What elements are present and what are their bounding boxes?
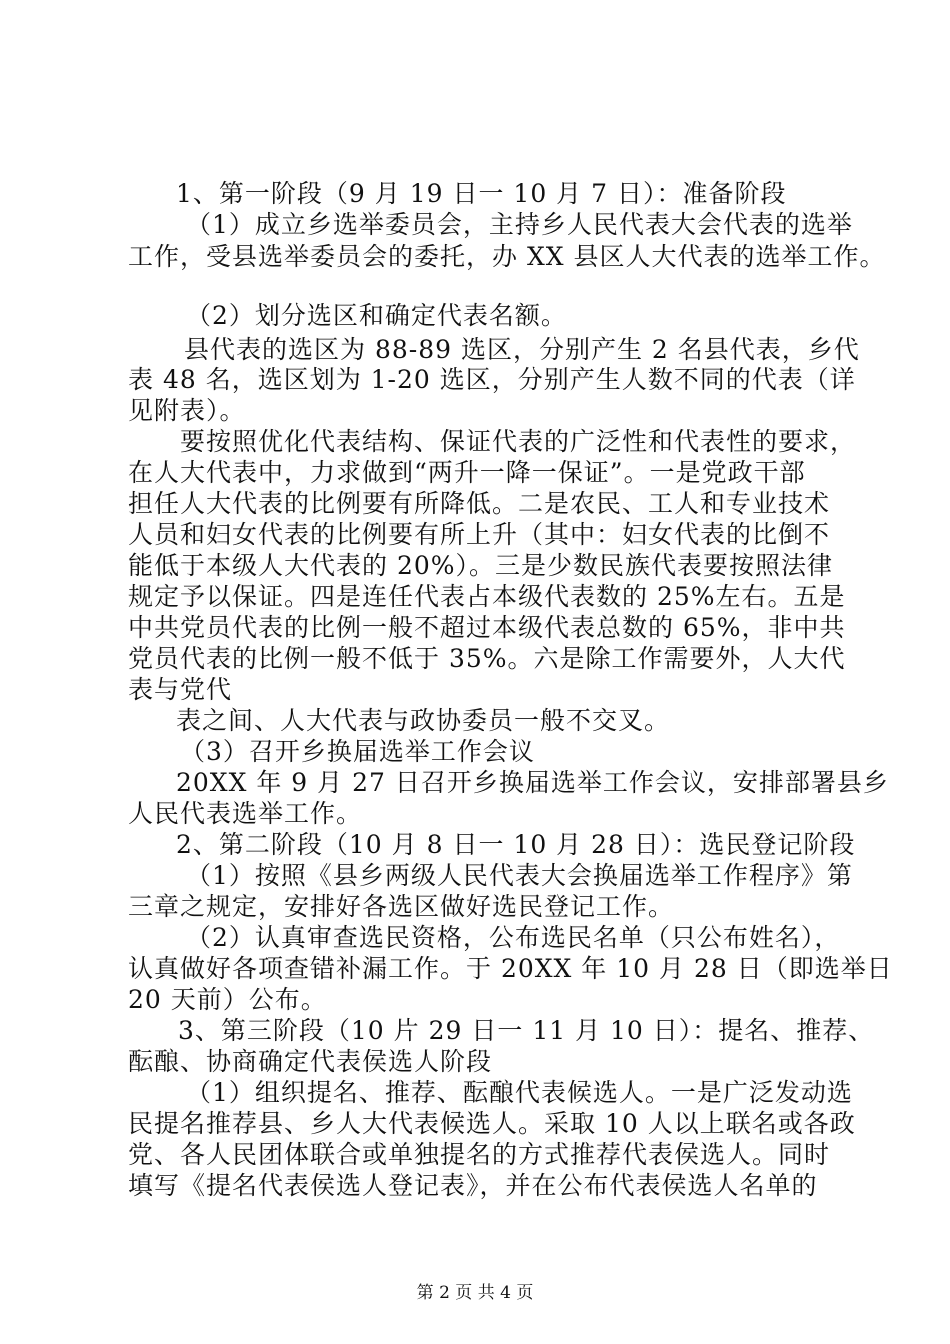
text-line: 要按照优化代表结构、保证代表的广泛性和代表性的要求， <box>180 427 857 456</box>
text-line: 认真做好各项查错补漏工作。于 20XX 年 10 月 28 日（即选举日 <box>128 954 893 983</box>
text-line: 人民代表选举工作。 <box>128 799 363 828</box>
text-line: 中共党员代表的比例一般不超过本级代表总数的 65%，非中共 <box>128 613 846 642</box>
text-line: 党员代表的比例一般不低于 35%。六是除工作需要外，人大代 <box>128 644 846 673</box>
text-line: 酝酿、协商确定代表侯选人阶段 <box>128 1047 493 1076</box>
text-line: 见附表）。 <box>128 396 246 425</box>
text-line: 能低于本级人大代表的 20%）。三是少数民族代表要按照法律 <box>128 551 834 580</box>
text-line: （1）按照《县乡两级人民代表大会换届选举工作程序》第 <box>186 861 853 890</box>
text-line: 20XX 年 9 月 27 日召开乡换届选举工作会议，安排部署县乡 <box>176 768 889 797</box>
text-line: 表之间、人大代表与政协委员一般不交叉。 <box>176 706 671 735</box>
text-line: 县代表的选区为 88-89 选区，分别产生 2 名县代表，乡代 <box>184 335 860 364</box>
text-line: 表 48 名，选区划为 1-20 选区，分别产生人数不同的代表（详 <box>128 365 856 394</box>
text-line: 20 天前）公布。 <box>128 985 327 1014</box>
text-line: 党、各人民团体联合或单独提名的方式推荐代表侯选人。同时 <box>128 1140 831 1169</box>
text-line: 表与党代 <box>128 675 233 704</box>
text-line: 人员和妇女代表的比例要有所上升（其中：妇女代表的比倒不 <box>128 520 831 549</box>
text-line: 1、第一阶段（9 月 19 日一 10 月 7 日）：准备阶段 <box>176 179 787 208</box>
text-line: （2）划分选区和确定代表名额。 <box>186 301 567 330</box>
text-line: 工作，受县选举委员会的委托，办 XX 县区人大代表的选举工作。 <box>128 242 886 271</box>
page-number: 第 2 页 共 4 页 <box>416 1283 534 1303</box>
text-line: 2、第二阶段（10 月 8 日一 10 月 28 日）：选民登记阶段 <box>176 830 856 859</box>
text-line: 民提名推荐县、乡人大代表候选人。采取 10 人以上联名或各政 <box>128 1109 856 1138</box>
text-line: 规定予以保证。四是连任代表占本级代表数的 25%左右。五是 <box>128 582 846 611</box>
text-line: （3）召开乡换届选举工作会议 <box>180 737 535 766</box>
text-line: （1）成立乡选举委员会，主持乡人民代表大会代表的选举 <box>186 210 853 239</box>
text-line: 3、第三阶段（10 片 29 日一 11 月 10 日）：提名、推荐、 <box>178 1016 875 1045</box>
text-line: （1）组织提名、推荐、酝酿代表候选人。一是广泛发动选 <box>186 1078 853 1107</box>
text-line: 在人大代表中，力求做到“两升一降一保证”。一是党政干部 <box>128 458 806 487</box>
text-line: （2）认真审查选民资格，公布选民名单（只公布姓名）， <box>186 923 841 952</box>
text-line: 填写《提名代表侯选人登记表》，并在公布代表侯选人名单的 <box>128 1171 818 1200</box>
text-line: 三章之规定，安排好各选区做好选民登记工作。 <box>128 892 675 921</box>
text-line: 担任人大代表的比例要有所降低。二是农民、工人和专业技术 <box>128 489 831 518</box>
